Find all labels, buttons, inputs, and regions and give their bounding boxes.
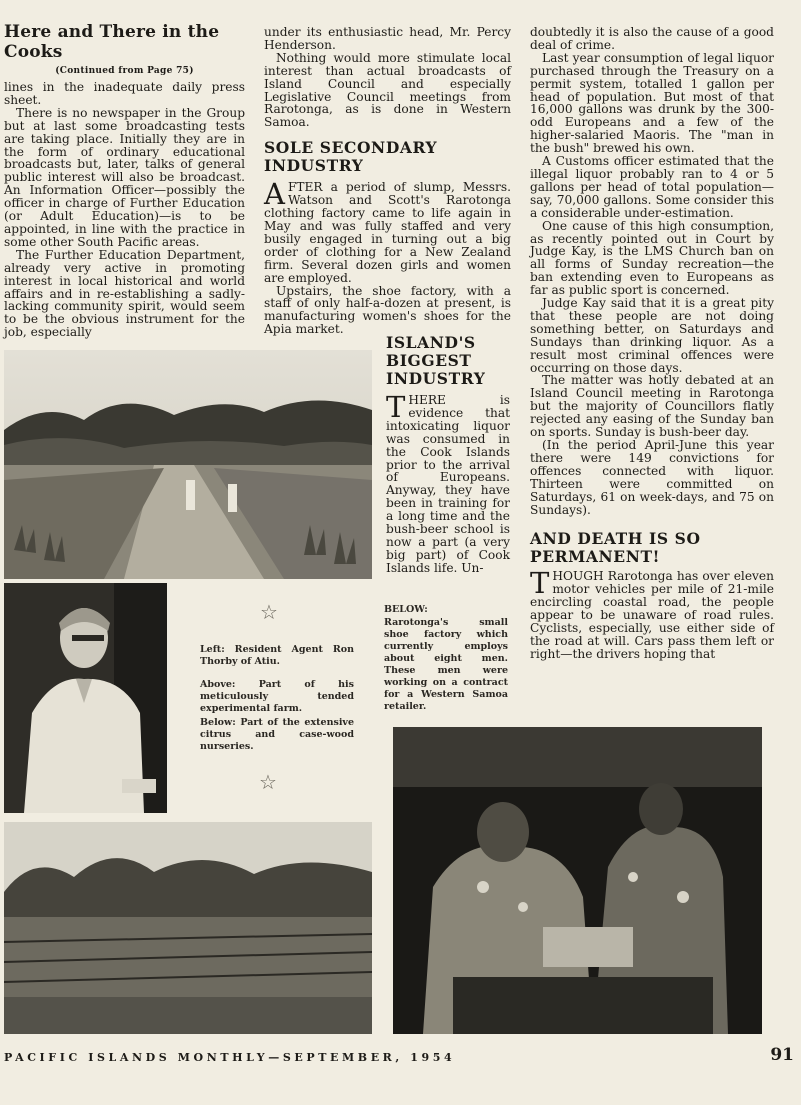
island-paragraph-1: THERE is evidence that intoxicating liquor was consumed in the Cook Islands prior to the arrival of Europeans. Anyway, they have been in training for a long time and the bush-beer school is now a part (a very big part) of Cook Islands life. Un- xyxy=(386,390,510,575)
left-paragraph-3: The Further Education Department, already very active in promoting interest in local historical and world affairs and in re-establishing a sadly-lacking community spirit, would seem to be the obvious instrument for the job, especially xyxy=(4,247,245,340)
star-ornament-icon: ☆ xyxy=(259,770,277,794)
right-paragraph-8: THOUGH Rarotonga has over eleven motor vehicles per mile of 21-mile encircling coastal road, the people appear to be unaware of road rules. Cyclists, especially, use either side of the road at will. Cars pass them left or right—the drivers hoping that xyxy=(530,566,774,661)
drop-cap-a: A xyxy=(264,177,285,212)
right-paragraph-7: (In the period April-June this year there were 149 convictions for offences connected with liquor. Thirteen were committed on Saturdays, 61 on week-days, and 75 on Sundays). xyxy=(530,438,774,517)
island-industry-section xyxy=(386,334,510,575)
continued-note: (Continued from Page 75) xyxy=(55,66,194,76)
right-paragraph-4: One cause of this high consumption, as recently pointed out in Court by Judge Kay, is the LMS Church ban on all forms of Sunday recreation—the ban extending even to Europeans as far as public sport is concerned. xyxy=(530,218,774,298)
page-footer xyxy=(4,1045,796,1067)
farm-photo xyxy=(4,350,372,579)
middle-column xyxy=(264,26,511,336)
caption-shoe-label: BELOW: xyxy=(384,604,428,615)
star-ornament-icon: ☆ xyxy=(260,600,278,624)
right-paragraph-2: Last year consumption of legal liquor purchased through the Treasury on a permit system, totalled 1 gallon per head of population. But most of that 16,000 gallons was drunk by the 300-odd Europeans and a few of the higher-salaried Maoris. The "man in the bush" brewed his own. xyxy=(530,50,774,156)
caption-left-portrait: Left: Resident Agent Ron Thorby of Atiu. xyxy=(200,644,354,667)
middle-paragraph-1: under its enthusiastic head, Mr. Percy Henderson. xyxy=(264,25,511,52)
portrait-photo xyxy=(4,583,167,813)
section-heading-death-permanent: AND DEATH IS SO PERMANENT! xyxy=(530,529,701,567)
middle-paragraph-2: Nothing would more stimulate local interest than actual broadcasts of Island Council and especially Legislative Council meetings from Rarotonga, as is done in Western Samoa. xyxy=(264,50,511,130)
drop-cap-t: T xyxy=(386,390,406,424)
page-number: 91 xyxy=(770,1045,794,1065)
shoe-factory-photo xyxy=(393,727,762,1034)
section-heading-biggest-industry: ISLAND'S BIGGEST INDUSTRY xyxy=(386,333,486,388)
drop-cap-t2: T xyxy=(530,566,550,601)
middle-paragraph-4: Upstairs, the shoe factory, with a staff of only half-a-dozen at present, is manufacturing women's shoes for the Apia market. xyxy=(264,283,511,337)
right-paragraph-1: doubtedly it is also the cause of a good deal of crime. xyxy=(530,25,774,52)
left-paragraph-2: There is no newspaper in the Group but at last some broadcasting tests are taking place. Initially they are in the form of ordinary educational broadcasts but, later, talks of general public interest will also be broadcast. An Information Officer—possibly the officer in charge of Further Education (or Adult Education)—is to be appointed, in line with the practice in some other South Pacific areas. xyxy=(4,105,245,249)
caption-shoe-factory: Rarotonga's small shoe factory which currently employs about eight men. These men were working on a contract for a Western Samoa retailer. xyxy=(384,617,508,712)
right-paragraph-5: Judge Kay said that it is a great pity that these people are not doing something better, on Saturdays and Sundays than drinking liquor. As a result most criminal offences were occurring on those days. xyxy=(530,296,774,375)
right-column xyxy=(530,26,774,661)
middle-paragraph-3: AFTER a period of slump, Messrs. Watson and Scott's Rarotonga clothing factory came to life again in May and was fully staffed and very busily engaged in turning out a big order of clothing for a New Zealand firm. Several dozen girls and women are employed. xyxy=(264,177,511,285)
right-paragraph-3: A Customs officer estimated that the illegal liquor probably ran to 4 or 5 gallons per head of total population—say, 70,000 gallons. Some consider this a considerable under-estimation. xyxy=(530,154,774,220)
caption-below-nursery: Below: Part of the extensive citrus and case-wood nurseries. xyxy=(200,717,354,752)
left-column xyxy=(4,22,245,339)
left-paragraph-1: lines in the inadequate daily press sheet. xyxy=(4,80,245,107)
section-heading-secondary-industry: SOLE SECONDARY INDUSTRY xyxy=(264,138,438,176)
publication-line: PACIFIC ISLANDS MONTHLY—SEPTEMBER, 1954 xyxy=(4,1051,456,1064)
caption-above-farm: Above: Part of his meticulously tended experimental farm. xyxy=(200,679,354,714)
right-paragraph-6: The matter was hotly debated at an Island Council meeting in Rarotonga but the majority of Councillors flatly rejected any easing of the Sunday ban on sports. Sunday is bush-beer day. xyxy=(530,373,774,440)
article-title: Here and There in the Cooks xyxy=(4,22,220,62)
nursery-photo xyxy=(4,822,372,1034)
